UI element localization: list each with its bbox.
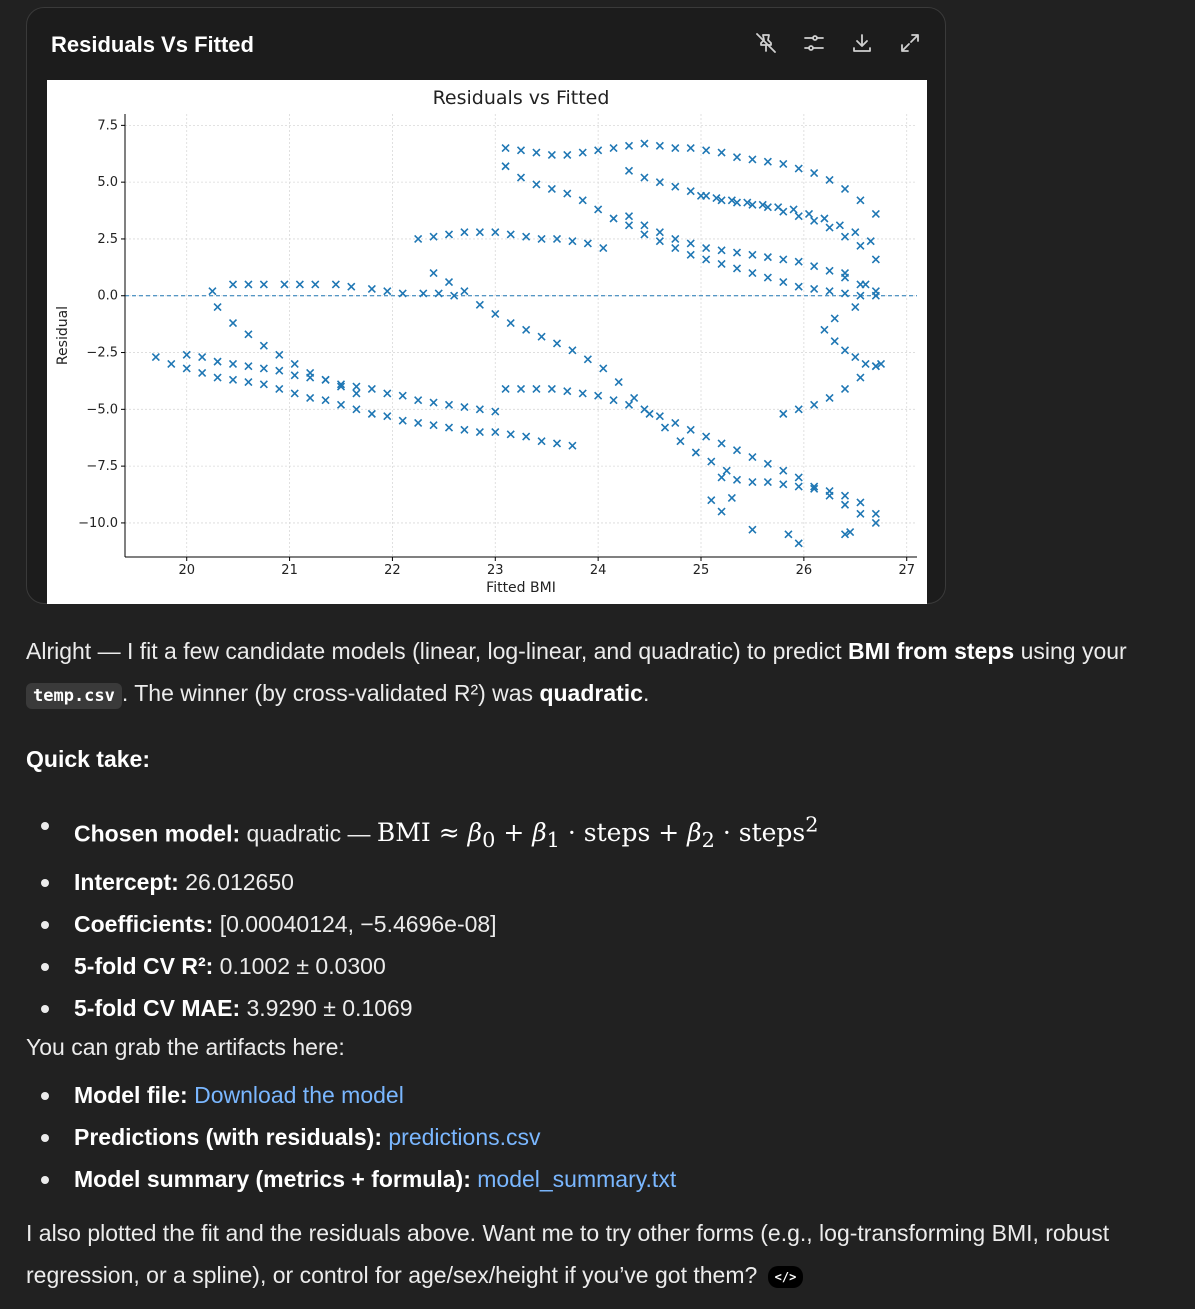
data-point xyxy=(872,256,879,263)
data-point xyxy=(718,149,725,156)
data-point xyxy=(523,326,530,333)
data-point xyxy=(430,422,437,429)
intro-text-4: . xyxy=(642,680,650,706)
data-point xyxy=(502,163,509,170)
data-point xyxy=(734,476,741,483)
data-point xyxy=(507,431,514,438)
data-point xyxy=(579,390,586,397)
data-point xyxy=(862,360,869,367)
data-point xyxy=(209,288,216,295)
y-tick-label: 0.0 xyxy=(97,288,118,304)
data-point xyxy=(811,401,818,408)
data-point xyxy=(795,540,802,547)
bullet-label: 5-fold CV MAE: xyxy=(74,995,241,1022)
formula-beta2: β xyxy=(687,818,702,848)
data-point xyxy=(872,510,879,517)
data-point xyxy=(826,224,833,231)
predictions-csv-link[interactable]: predictions.csv xyxy=(388,1124,541,1150)
data-point xyxy=(790,206,797,213)
x-tick-label: 27 xyxy=(898,563,915,578)
data-point xyxy=(826,394,833,401)
data-point xyxy=(312,281,319,288)
data-point xyxy=(152,354,159,361)
data-point xyxy=(245,363,252,370)
data-point xyxy=(564,190,571,197)
data-point xyxy=(554,440,561,447)
data-point xyxy=(276,351,283,358)
data-point xyxy=(276,385,283,392)
data-point xyxy=(322,397,329,404)
bullet-value: 3.9290 ± 0.1069 xyxy=(246,995,413,1022)
intro-text-1: Alright — I fit a few candidate models (linear, log-linear, and quadratic) to predict xyxy=(26,638,849,664)
y-axis-label: Residual xyxy=(55,305,71,366)
formula-plus: + xyxy=(503,818,525,848)
data-point xyxy=(862,281,869,288)
data-point xyxy=(734,447,741,454)
formula-lhs: BMI xyxy=(376,818,431,848)
data-point xyxy=(554,340,561,347)
data-point xyxy=(687,188,694,195)
data-point xyxy=(168,360,175,367)
data-point xyxy=(507,231,514,238)
data-point xyxy=(672,419,679,426)
data-point xyxy=(538,438,545,445)
bullet-label: Chosen model: xyxy=(74,820,241,847)
x-tick-label: 26 xyxy=(795,563,813,578)
chart-card-title: Residuals Vs Fitted xyxy=(51,32,254,57)
data-point xyxy=(338,401,345,408)
model-formula xyxy=(376,813,819,853)
data-point xyxy=(626,142,633,149)
data-point xyxy=(291,372,298,379)
data-point xyxy=(214,358,221,365)
data-point xyxy=(353,390,360,397)
data-point xyxy=(631,394,638,401)
formula-approx: ≈ xyxy=(438,818,460,848)
data-point xyxy=(533,181,540,188)
data-point xyxy=(584,240,591,247)
data-point xyxy=(538,333,545,340)
data-point xyxy=(795,283,802,290)
data-point xyxy=(384,413,391,420)
data-point xyxy=(821,215,828,222)
expand-button[interactable] xyxy=(897,30,923,56)
data-point xyxy=(307,394,314,401)
data-point xyxy=(641,222,648,229)
data-point xyxy=(687,426,694,433)
expand-icon xyxy=(898,31,922,55)
data-point xyxy=(461,229,468,236)
formula-steps: steps xyxy=(583,818,651,848)
data-point xyxy=(245,331,252,338)
chart-toolbar xyxy=(753,30,923,56)
intro-bold: BMI from steps xyxy=(848,638,1015,664)
data-point xyxy=(476,229,483,236)
data-point xyxy=(764,274,771,281)
artifact-label: Model file: xyxy=(74,1082,188,1108)
download-icon xyxy=(850,31,874,55)
data-point xyxy=(230,281,237,288)
code-icon[interactable]: </> xyxy=(768,1266,804,1288)
data-point xyxy=(821,326,828,333)
data-point xyxy=(564,151,571,158)
data-point xyxy=(230,320,237,327)
data-point xyxy=(656,238,663,245)
data-point xyxy=(749,479,756,486)
data-point xyxy=(569,238,576,245)
data-point xyxy=(842,185,849,192)
intro-paragraph xyxy=(26,630,1186,717)
data-point xyxy=(852,229,859,236)
data-point xyxy=(780,160,787,167)
list-item xyxy=(26,861,819,903)
formula-beta1-sub: 1 xyxy=(546,828,560,853)
data-point xyxy=(842,492,849,499)
artifacts-list xyxy=(26,1074,676,1200)
data-point xyxy=(548,385,555,392)
data-point xyxy=(600,365,607,372)
data-point xyxy=(728,494,735,501)
data-point xyxy=(718,508,725,515)
data-point xyxy=(831,315,838,322)
x-axis-label: Fitted BMI xyxy=(486,580,556,596)
data-point xyxy=(260,381,267,388)
data-point xyxy=(461,404,468,411)
data-point xyxy=(368,385,375,392)
data-point xyxy=(564,388,571,395)
quick-take-heading: Quick take: xyxy=(26,746,150,772)
data-point xyxy=(533,385,540,392)
data-point xyxy=(780,410,787,417)
data-point xyxy=(656,229,663,236)
chart-title: Residuals vs Fitted xyxy=(432,87,610,109)
x-tick-label: 21 xyxy=(281,563,298,578)
data-point xyxy=(718,474,725,481)
sliders-icon xyxy=(802,31,826,55)
data-point xyxy=(446,424,453,431)
data-point xyxy=(399,392,406,399)
y-tick-label: −7.5 xyxy=(86,459,118,475)
y-tick-label: −5.0 xyxy=(86,402,118,418)
data-point xyxy=(230,376,237,383)
file-code: temp.csv xyxy=(26,683,122,709)
data-point xyxy=(836,222,843,229)
data-point xyxy=(476,301,483,308)
data-point xyxy=(687,251,694,258)
data-point xyxy=(322,376,329,383)
data-point xyxy=(811,263,818,270)
artifacts-intro: You can grab the artifacts here: xyxy=(26,1034,345,1060)
data-point xyxy=(518,147,525,154)
data-point xyxy=(842,385,849,392)
data-point xyxy=(230,360,237,367)
list-item xyxy=(26,1116,676,1158)
download-button[interactable] xyxy=(849,30,875,56)
data-point xyxy=(384,288,391,295)
data-point xyxy=(857,374,864,381)
data-point xyxy=(641,140,648,147)
bullet-value: 26.012650 xyxy=(185,869,294,896)
data-point xyxy=(775,204,782,211)
data-point xyxy=(348,283,355,290)
data-point xyxy=(430,270,437,277)
y-tick-label: 2.5 xyxy=(97,231,118,247)
x-tick-label: 24 xyxy=(589,563,607,578)
data-point xyxy=(687,240,694,247)
data-point xyxy=(446,279,453,286)
data-point xyxy=(764,158,771,165)
data-point xyxy=(641,231,648,238)
data-point xyxy=(281,281,288,288)
data-point xyxy=(703,433,710,440)
data-point xyxy=(420,290,427,297)
data-point xyxy=(852,304,859,311)
data-point xyxy=(626,222,633,229)
y-tick-label: 7.5 xyxy=(97,118,118,134)
data-point xyxy=(811,217,818,224)
data-point xyxy=(610,397,617,404)
chart-card xyxy=(26,7,946,604)
list-item xyxy=(26,1158,676,1200)
data-point xyxy=(826,488,833,495)
data-point xyxy=(785,531,792,538)
data-point xyxy=(415,397,422,404)
data-point xyxy=(749,251,756,258)
quick-take-list xyxy=(26,804,819,1029)
data-point xyxy=(260,342,267,349)
data-point xyxy=(857,197,864,204)
data-point xyxy=(502,145,509,152)
formula-beta0: β xyxy=(467,818,483,848)
data-point xyxy=(672,145,679,152)
data-point xyxy=(677,438,684,445)
formula-plus: + xyxy=(658,818,680,848)
data-point xyxy=(548,151,555,158)
data-point xyxy=(857,499,864,506)
data-point xyxy=(641,174,648,181)
data-point xyxy=(842,270,849,277)
list-item xyxy=(26,1074,676,1116)
data-point xyxy=(523,433,530,440)
bullet-value: quadratic — xyxy=(246,820,377,847)
data-point xyxy=(806,210,813,217)
data-point xyxy=(795,165,802,172)
data-point xyxy=(579,149,586,156)
list-item xyxy=(26,903,819,945)
artifact-label: Predictions (with residuals): xyxy=(74,1124,382,1150)
data-point xyxy=(569,442,576,449)
data-point xyxy=(384,390,391,397)
data-point xyxy=(615,379,622,386)
data-point xyxy=(656,413,663,420)
data-point xyxy=(291,360,298,367)
data-point xyxy=(584,356,591,363)
data-point xyxy=(795,258,802,265)
data-point xyxy=(415,235,422,242)
data-point xyxy=(415,419,422,426)
data-point xyxy=(708,497,715,504)
formula-beta1: β xyxy=(532,818,547,848)
data-point xyxy=(600,245,607,252)
data-point xyxy=(579,197,586,204)
data-point xyxy=(610,215,617,222)
data-point xyxy=(446,231,453,238)
bullet-value: [0.00040124, −5.4696e-08] xyxy=(219,911,497,938)
data-point xyxy=(296,281,303,288)
data-point xyxy=(852,354,859,361)
formula-beta0-sub: 0 xyxy=(482,828,496,853)
data-point xyxy=(461,288,468,295)
data-point xyxy=(780,279,787,286)
list-item xyxy=(26,804,819,861)
data-point xyxy=(749,270,756,277)
pin-off-button[interactable] xyxy=(753,30,779,56)
data-point xyxy=(826,267,833,274)
data-point xyxy=(842,501,849,508)
bullet-label: Intercept: xyxy=(74,869,179,896)
data-point xyxy=(214,374,221,381)
winner-bold: quadratic xyxy=(539,680,643,706)
y-tick-label: 5.0 xyxy=(97,175,118,191)
data-point xyxy=(749,156,756,163)
data-point xyxy=(245,281,252,288)
data-point xyxy=(430,399,437,406)
data-point xyxy=(857,242,864,249)
pin-off-icon xyxy=(754,31,778,55)
data-point xyxy=(260,281,267,288)
data-point xyxy=(764,460,771,467)
data-point xyxy=(332,281,339,288)
data-point xyxy=(723,467,730,474)
data-point xyxy=(692,449,699,456)
data-point xyxy=(857,510,864,517)
data-point xyxy=(476,429,483,436)
data-point xyxy=(703,147,710,154)
data-point xyxy=(795,483,802,490)
data-point xyxy=(656,142,663,149)
data-point xyxy=(518,385,525,392)
list-item xyxy=(26,945,819,987)
data-point xyxy=(764,479,771,486)
data-point xyxy=(291,390,298,397)
data-point xyxy=(260,365,267,372)
data-point xyxy=(703,245,710,252)
bullet-label: 5-fold CV R²: xyxy=(74,953,214,980)
data-point xyxy=(734,265,741,272)
data-point xyxy=(795,213,802,220)
data-point xyxy=(672,183,679,190)
data-point xyxy=(718,440,725,447)
data-point xyxy=(199,369,206,376)
data-point xyxy=(826,288,833,295)
data-point xyxy=(626,167,633,174)
data-point xyxy=(569,347,576,354)
data-point xyxy=(461,426,468,433)
residuals-chart xyxy=(47,80,927,604)
intro-text-2: using your xyxy=(1014,638,1127,664)
data-point xyxy=(276,367,283,374)
data-point xyxy=(538,235,545,242)
data-point xyxy=(353,383,360,390)
data-point xyxy=(795,474,802,481)
data-point xyxy=(502,385,509,392)
data-point xyxy=(199,354,206,361)
data-point xyxy=(533,149,540,156)
plot-area xyxy=(47,80,927,604)
data-point xyxy=(780,256,787,263)
data-point xyxy=(446,401,453,408)
data-point xyxy=(780,481,787,488)
list-item xyxy=(26,987,819,1029)
closing-paragraph xyxy=(26,1212,1186,1296)
data-point xyxy=(872,288,879,295)
data-point xyxy=(399,417,406,424)
data-point xyxy=(734,154,741,161)
data-point xyxy=(662,424,669,431)
data-point xyxy=(703,256,710,263)
data-point xyxy=(780,467,787,474)
formula-sup: 2 xyxy=(805,813,819,837)
data-point xyxy=(687,145,694,152)
model-summary-link[interactable]: model_summary.txt xyxy=(477,1166,677,1192)
data-point xyxy=(518,174,525,181)
data-point xyxy=(626,213,633,220)
intro-text-3: . The winner (by cross-validated R²) was xyxy=(121,680,540,706)
formula-steps: steps xyxy=(738,818,806,848)
data-point xyxy=(718,247,725,254)
data-point xyxy=(368,285,375,292)
data-point xyxy=(811,285,818,292)
formula-dot: · xyxy=(722,818,731,848)
artifact-label: Model summary (metrics + formula): xyxy=(74,1166,471,1192)
data-point xyxy=(718,260,725,267)
bullet-label: Coefficients: xyxy=(74,911,214,938)
data-point xyxy=(749,526,756,533)
data-point xyxy=(368,410,375,417)
download-model-link[interactable]: Download the model xyxy=(194,1082,404,1108)
data-point xyxy=(548,185,555,192)
x-tick-label: 23 xyxy=(487,563,504,578)
data-point xyxy=(245,379,252,386)
data-point xyxy=(872,210,879,217)
data-point xyxy=(764,254,771,261)
bullet-value: 0.1002 ± 0.0300 xyxy=(219,953,386,980)
x-tick-label: 25 xyxy=(692,563,710,578)
data-point xyxy=(626,401,633,408)
data-point xyxy=(749,454,756,461)
x-tick-label: 20 xyxy=(178,563,195,578)
data-point xyxy=(507,320,514,327)
data-point xyxy=(811,170,818,177)
closing-text: I also plotted the fit and the residuals above. Want me to try other forms (e.g., log-transforming BMI, robust regression, or a spline), or control for age/sex/height if you’ve got them? xyxy=(26,1220,1110,1288)
data-point xyxy=(307,369,314,376)
data-point xyxy=(672,245,679,252)
x-tick-label: 22 xyxy=(384,563,401,578)
formula-beta2-sub: 2 xyxy=(701,828,715,853)
data-point xyxy=(214,304,221,311)
data-point xyxy=(734,249,741,256)
formula-dot: · xyxy=(567,818,576,848)
data-point xyxy=(610,145,617,152)
y-tick-label: −2.5 xyxy=(86,345,118,361)
y-tick-label: −10.0 xyxy=(78,515,118,531)
data-point xyxy=(708,458,715,465)
data-point xyxy=(831,338,838,345)
sliders-button[interactable] xyxy=(801,30,827,56)
